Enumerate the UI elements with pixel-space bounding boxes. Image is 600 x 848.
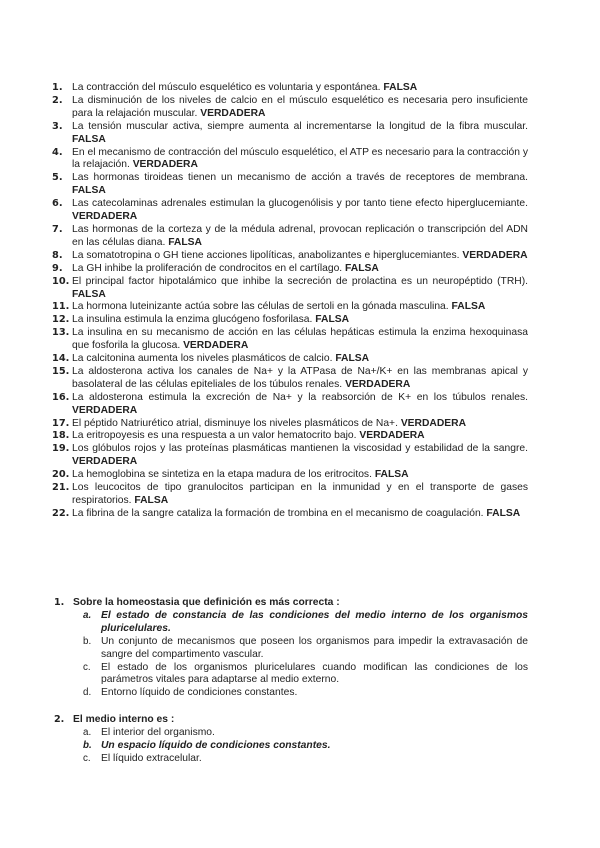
statement-text: La calcitonina aumenta los niveles plasmáticos de calcio. — [72, 353, 333, 365]
option-text: El estado de los organismos pluricelulares cuando modifican las condiciones de los parámetros vitales para adaptarse al medio externo. — [101, 661, 528, 686]
statement-body — [72, 508, 528, 521]
option-item — [54, 727, 528, 740]
statement-answer: FALSA — [72, 185, 106, 197]
statement-item — [52, 250, 528, 263]
option-text: El estado de constancia de las condiciones del medio interno de los organismos pluricelulares. — [101, 609, 528, 634]
statement-body — [72, 314, 528, 327]
statement-number: 10. — [52, 275, 70, 287]
statement-number: 22. — [52, 507, 70, 519]
statement-number: 19. — [52, 443, 70, 455]
statement-answer: FALSA — [72, 133, 106, 145]
statement-number: 20. — [52, 469, 70, 481]
statement-item — [52, 95, 528, 121]
option-item — [54, 753, 528, 766]
statement-number: 18. — [52, 430, 70, 442]
statement-text: La fibrina de la sangre cataliza la formación de trombina en el mecanismo de coagulación. — [72, 507, 484, 519]
statement-item — [52, 314, 528, 327]
question-text: Sobre la homeostasia que definición es más correcta : — [73, 597, 340, 608]
statement-number: 8. — [52, 249, 63, 261]
correct-option — [54, 740, 528, 753]
statement-text: La insulina en su mecanismo de acción en las células hepáticas estimula la enzima hexoquinasa que fosforila la glucosa. — [72, 327, 528, 352]
statement-body — [72, 250, 528, 263]
statement-number: 15. — [52, 365, 70, 377]
statement-text: La eritropoyesis es una respuesta a un valor hematocrito bajo. — [72, 430, 357, 442]
option-letter: a. — [83, 727, 92, 739]
statement-number: 2. — [52, 94, 63, 106]
statement-number: 9. — [52, 262, 63, 274]
option-letter: c. — [83, 661, 91, 673]
statement-answer: VERDADERA — [200, 107, 266, 119]
statement-item — [52, 508, 528, 521]
option-letter: b. — [83, 740, 92, 752]
statement-body — [72, 147, 528, 173]
statement-body — [72, 327, 528, 353]
statement-text: La aldosterona estimula la excreción de Na+ y la reabsorción de K+ en los túbulos renales. — [72, 391, 528, 403]
option-list — [54, 727, 528, 766]
statement-number: 7. — [52, 223, 63, 235]
statement-answer: FALSA — [72, 288, 106, 300]
statement-answer: FALSA — [374, 469, 409, 481]
statement-item — [52, 301, 528, 314]
option-text: Entorno líquido de condiciones constantes. — [101, 687, 298, 699]
statement-answer: VERDADERA — [72, 456, 138, 468]
true-false-list — [52, 82, 528, 521]
statement-number: 14. — [52, 353, 70, 365]
statement-item — [52, 392, 528, 418]
statement-number: 16. — [52, 391, 70, 403]
option-item — [54, 662, 528, 688]
statement-item — [52, 366, 528, 392]
statement-answer: FALSA — [486, 507, 521, 519]
statement-body — [72, 418, 528, 431]
statement-item — [52, 327, 528, 353]
statement-item — [52, 263, 528, 276]
statement-item — [52, 198, 528, 224]
statement-body — [72, 469, 528, 482]
statement-text: La hemoglobina se sintetiza en la etapa madura de los eritrocitos. — [72, 469, 372, 481]
statement-text: Las catecolaminas adrenales estimulan la glucogenólisis y por tanto tiene efecto hiperglucemiante. — [72, 198, 528, 210]
statement-item — [52, 482, 528, 508]
statement-item — [52, 353, 528, 366]
statement-text: El péptido Natriurético atrial, disminuye los niveles plasmáticos de Na+. — [72, 417, 398, 429]
statement-item — [52, 224, 528, 250]
option-text: El líquido extracelular. — [101, 752, 202, 764]
statement-answer: FALSA — [134, 495, 169, 506]
question-number: 2. — [54, 714, 65, 726]
statement-number: 13. — [52, 327, 70, 339]
option-letter: a. — [83, 609, 92, 621]
statement-number: 1. — [52, 82, 63, 93]
question-block — [54, 714, 528, 766]
statement-answer: FALSA — [315, 314, 350, 326]
statement-text: Las hormonas tiroideas tienen un mecanismo de acción a través de receptores de membrana. — [72, 172, 528, 184]
correct-option — [54, 610, 528, 636]
statement-answer: FALSA — [335, 353, 370, 365]
option-letter: c. — [83, 752, 91, 764]
statement-body — [72, 430, 528, 443]
statement-answer: VERDADERA — [72, 404, 138, 416]
statement-item — [52, 82, 528, 95]
statement-text: Los leucocitos de tipo granulocitos participan en la inmunidad y en el transporte de gases respiratorios. — [72, 482, 528, 506]
statement-body — [72, 443, 528, 469]
statement-number: 21. — [52, 482, 70, 494]
statement-item — [52, 443, 528, 469]
statement-number: 12. — [52, 314, 70, 326]
statement-item — [52, 172, 528, 198]
statement-number: 6. — [52, 198, 63, 210]
statement-body — [72, 198, 528, 224]
statement-body — [72, 301, 528, 314]
option-letter: d. — [83, 687, 92, 699]
statement-body — [72, 121, 528, 147]
statement-text: La aldosterona activa los canales de Na+ y la ATPasa de Na+/K+ en las membranas apical y basolateral de las células epiteliales de los túbulos renales. — [72, 365, 528, 390]
statement-answer: VERDADERA — [359, 430, 425, 442]
option-text: El interior del organismo. — [101, 727, 215, 739]
statement-body — [72, 276, 528, 302]
statement-item — [52, 469, 528, 482]
statement-text: La disminución de los niveles de calcio en el músculo esquelético es necesaria pero insuficiente para la relajación muscular. — [72, 94, 528, 119]
statement-text: La GH inhibe la proliferación de condrocitos en el cartílago. — [72, 262, 343, 274]
statement-answer: VERDADERA — [183, 340, 249, 352]
option-text: Un conjunto de mecanismos que poseen los organismos para impedir la extravasación de sangre del compartimento vascular. — [101, 635, 528, 660]
statement-number: 17. — [52, 417, 70, 429]
statement-answer: VERDADERA — [400, 417, 467, 429]
statement-text: Las hormonas de la corteza y de la médula adrenal, provocan replicación o transcripción del ADN en las células diana. — [72, 223, 528, 248]
statement-body — [72, 224, 528, 250]
statement-answer: FALSA — [383, 82, 418, 93]
statement-text: La somatotropina o GH tiene acciones lipolíticas, anabolizantes e hiperglucemiantes. — [72, 249, 460, 261]
question-number: 1. — [54, 597, 65, 608]
statement-text: La insulina estimula la enzima glucógeno fosforilasa. — [72, 314, 313, 326]
statement-text: La contracción del músculo esquelético es voluntaria y espontánea. — [72, 82, 381, 93]
statement-number: 4. — [52, 146, 63, 158]
option-text: Un espacio líquido de condiciones constantes. — [101, 740, 331, 752]
option-item — [54, 636, 528, 662]
statement-body — [72, 82, 528, 95]
option-item — [54, 687, 528, 700]
statement-text: En el mecanismo de contracción del músculo esquelético, el ATP es necesario para la contracción y la relajación. — [72, 146, 528, 171]
statement-body — [72, 95, 528, 121]
statement-answer: VERDADERA — [462, 249, 528, 261]
statement-answer: VERDADERA — [72, 211, 138, 223]
statement-body — [72, 392, 528, 418]
statement-text: La tensión muscular activa, siempre aumenta al incrementarse la longitud de la fibra muscular. — [72, 120, 528, 132]
statement-body — [72, 482, 528, 508]
statement-body — [72, 366, 528, 392]
question-heading — [54, 597, 528, 610]
statement-item — [52, 430, 528, 443]
statement-body — [72, 172, 528, 198]
question-text: El medio interno es : — [73, 714, 175, 726]
statement-item — [52, 147, 528, 173]
statement-answer: FALSA — [451, 301, 486, 313]
statement-item — [52, 276, 528, 302]
statement-text: El principal factor hipotalámico que inhibe la secreción de prolactina es un neuropéptido (TRH). — [72, 275, 528, 287]
statement-text: Los glóbulos rojos y las proteínas plasmáticas mantienen la viscosidad y estabilidad de la sangre. — [72, 443, 528, 455]
statement-body — [72, 353, 528, 366]
statement-answer: FALSA — [345, 262, 379, 274]
option-letter: b. — [83, 635, 92, 647]
option-list — [54, 610, 528, 700]
statement-item — [52, 418, 528, 431]
statement-number: 3. — [52, 120, 63, 132]
statement-answer: FALSA — [168, 236, 202, 248]
statement-answer: VERDADERA — [132, 159, 198, 171]
multiple-choice-section — [54, 597, 528, 780]
statement-item — [52, 121, 528, 147]
statement-text: La hormona luteinizante actúa sobre las células de sertoli en la gónada masculina. — [72, 301, 449, 313]
statement-body — [72, 263, 528, 276]
statement-number: 11. — [52, 301, 70, 313]
statement-number: 5. — [52, 172, 63, 184]
question-block — [54, 597, 528, 700]
statement-answer: VERDADERA — [345, 378, 411, 390]
question-heading — [54, 714, 528, 727]
